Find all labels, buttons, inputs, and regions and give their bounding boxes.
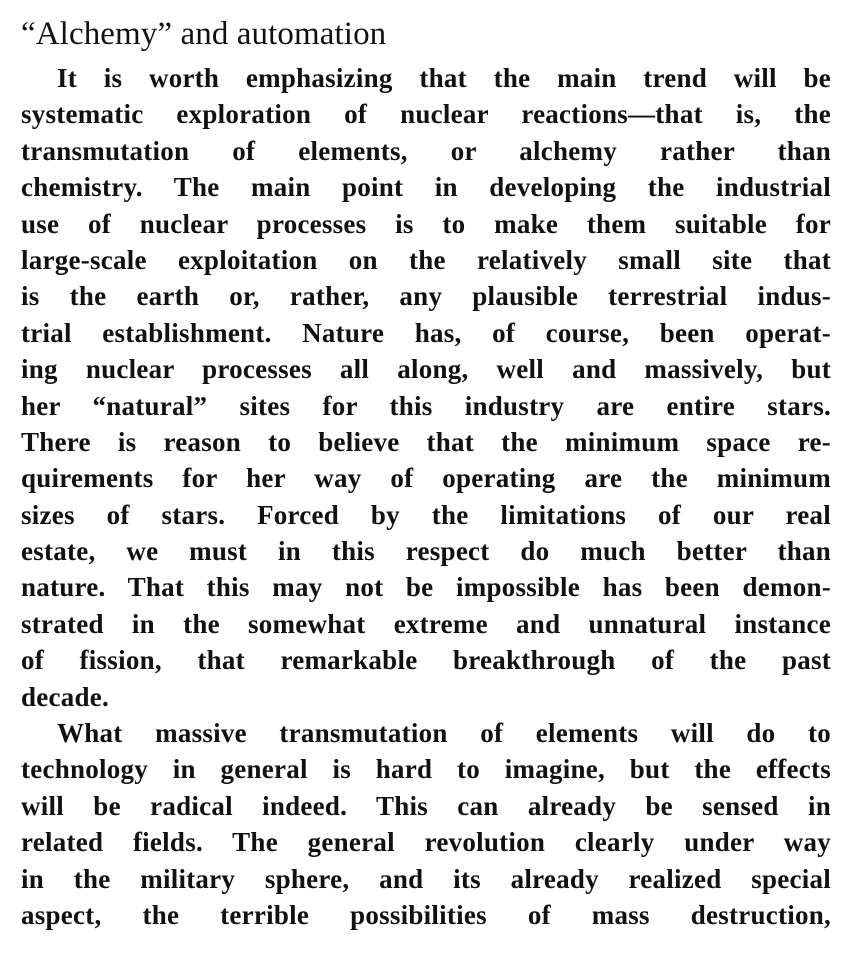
text-line: transmutation of elements, or alchemy rather than — [21, 135, 831, 166]
text-line: quirements for her way of operating are the minimum — [21, 463, 831, 494]
body-text — [21, 60, 831, 933]
text-line: technology in general is hard to imagine, but the effects — [21, 754, 831, 785]
text-line: large-scale exploitation on the relatively small site that — [21, 244, 831, 275]
text-line: decade. — [21, 681, 109, 712]
paragraph-1 — [21, 60, 831, 715]
text-line: estate, we must in this respect do much better than — [21, 536, 831, 567]
text-line: nature. That this may not be impossible has been demon- — [21, 572, 831, 603]
text-line: trial establishment. Nature has, of course, been operat- — [21, 317, 831, 348]
section-heading: “Alchemy” and automation — [21, 16, 387, 52]
text-line: sizes of stars. Forced by the limitations of our real — [21, 499, 831, 530]
text-line: is the earth or, rather, any plausible terrestrial indus- — [21, 281, 831, 312]
text-line: It is worth emphasizing that the main trend will be — [57, 63, 831, 93]
text-line: What massive transmutation of elements will do to — [57, 718, 831, 749]
text-line: chemistry. The main point in developing the industrial — [21, 172, 831, 203]
text-line: related fields. The general revolution clearly under way — [21, 827, 831, 858]
paragraph-2 — [21, 715, 831, 933]
text-line: use of nuclear processes is to make them suitable for — [21, 208, 831, 239]
text-line: will be radical indeed. This can already be sensed in — [21, 790, 831, 821]
text-line: strated in the somewhat extreme and unnatural instance — [21, 608, 831, 639]
text-line: There is reason to believe that the minimum space re- — [21, 426, 831, 457]
text-line: of fission, that remarkable breakthrough of the past — [21, 645, 831, 676]
text-line: her “natural” sites for this industry are entire stars. — [21, 390, 831, 421]
text-line: aspect, the terrible possibilities of mass destruction, — [21, 899, 831, 930]
text-line: in the military sphere, and its already realized special — [21, 863, 831, 894]
text-line: systematic exploration of nuclear reactions—that is, the — [21, 99, 831, 130]
text-line: ing nuclear processes all along, well and massively, but — [21, 354, 831, 385]
